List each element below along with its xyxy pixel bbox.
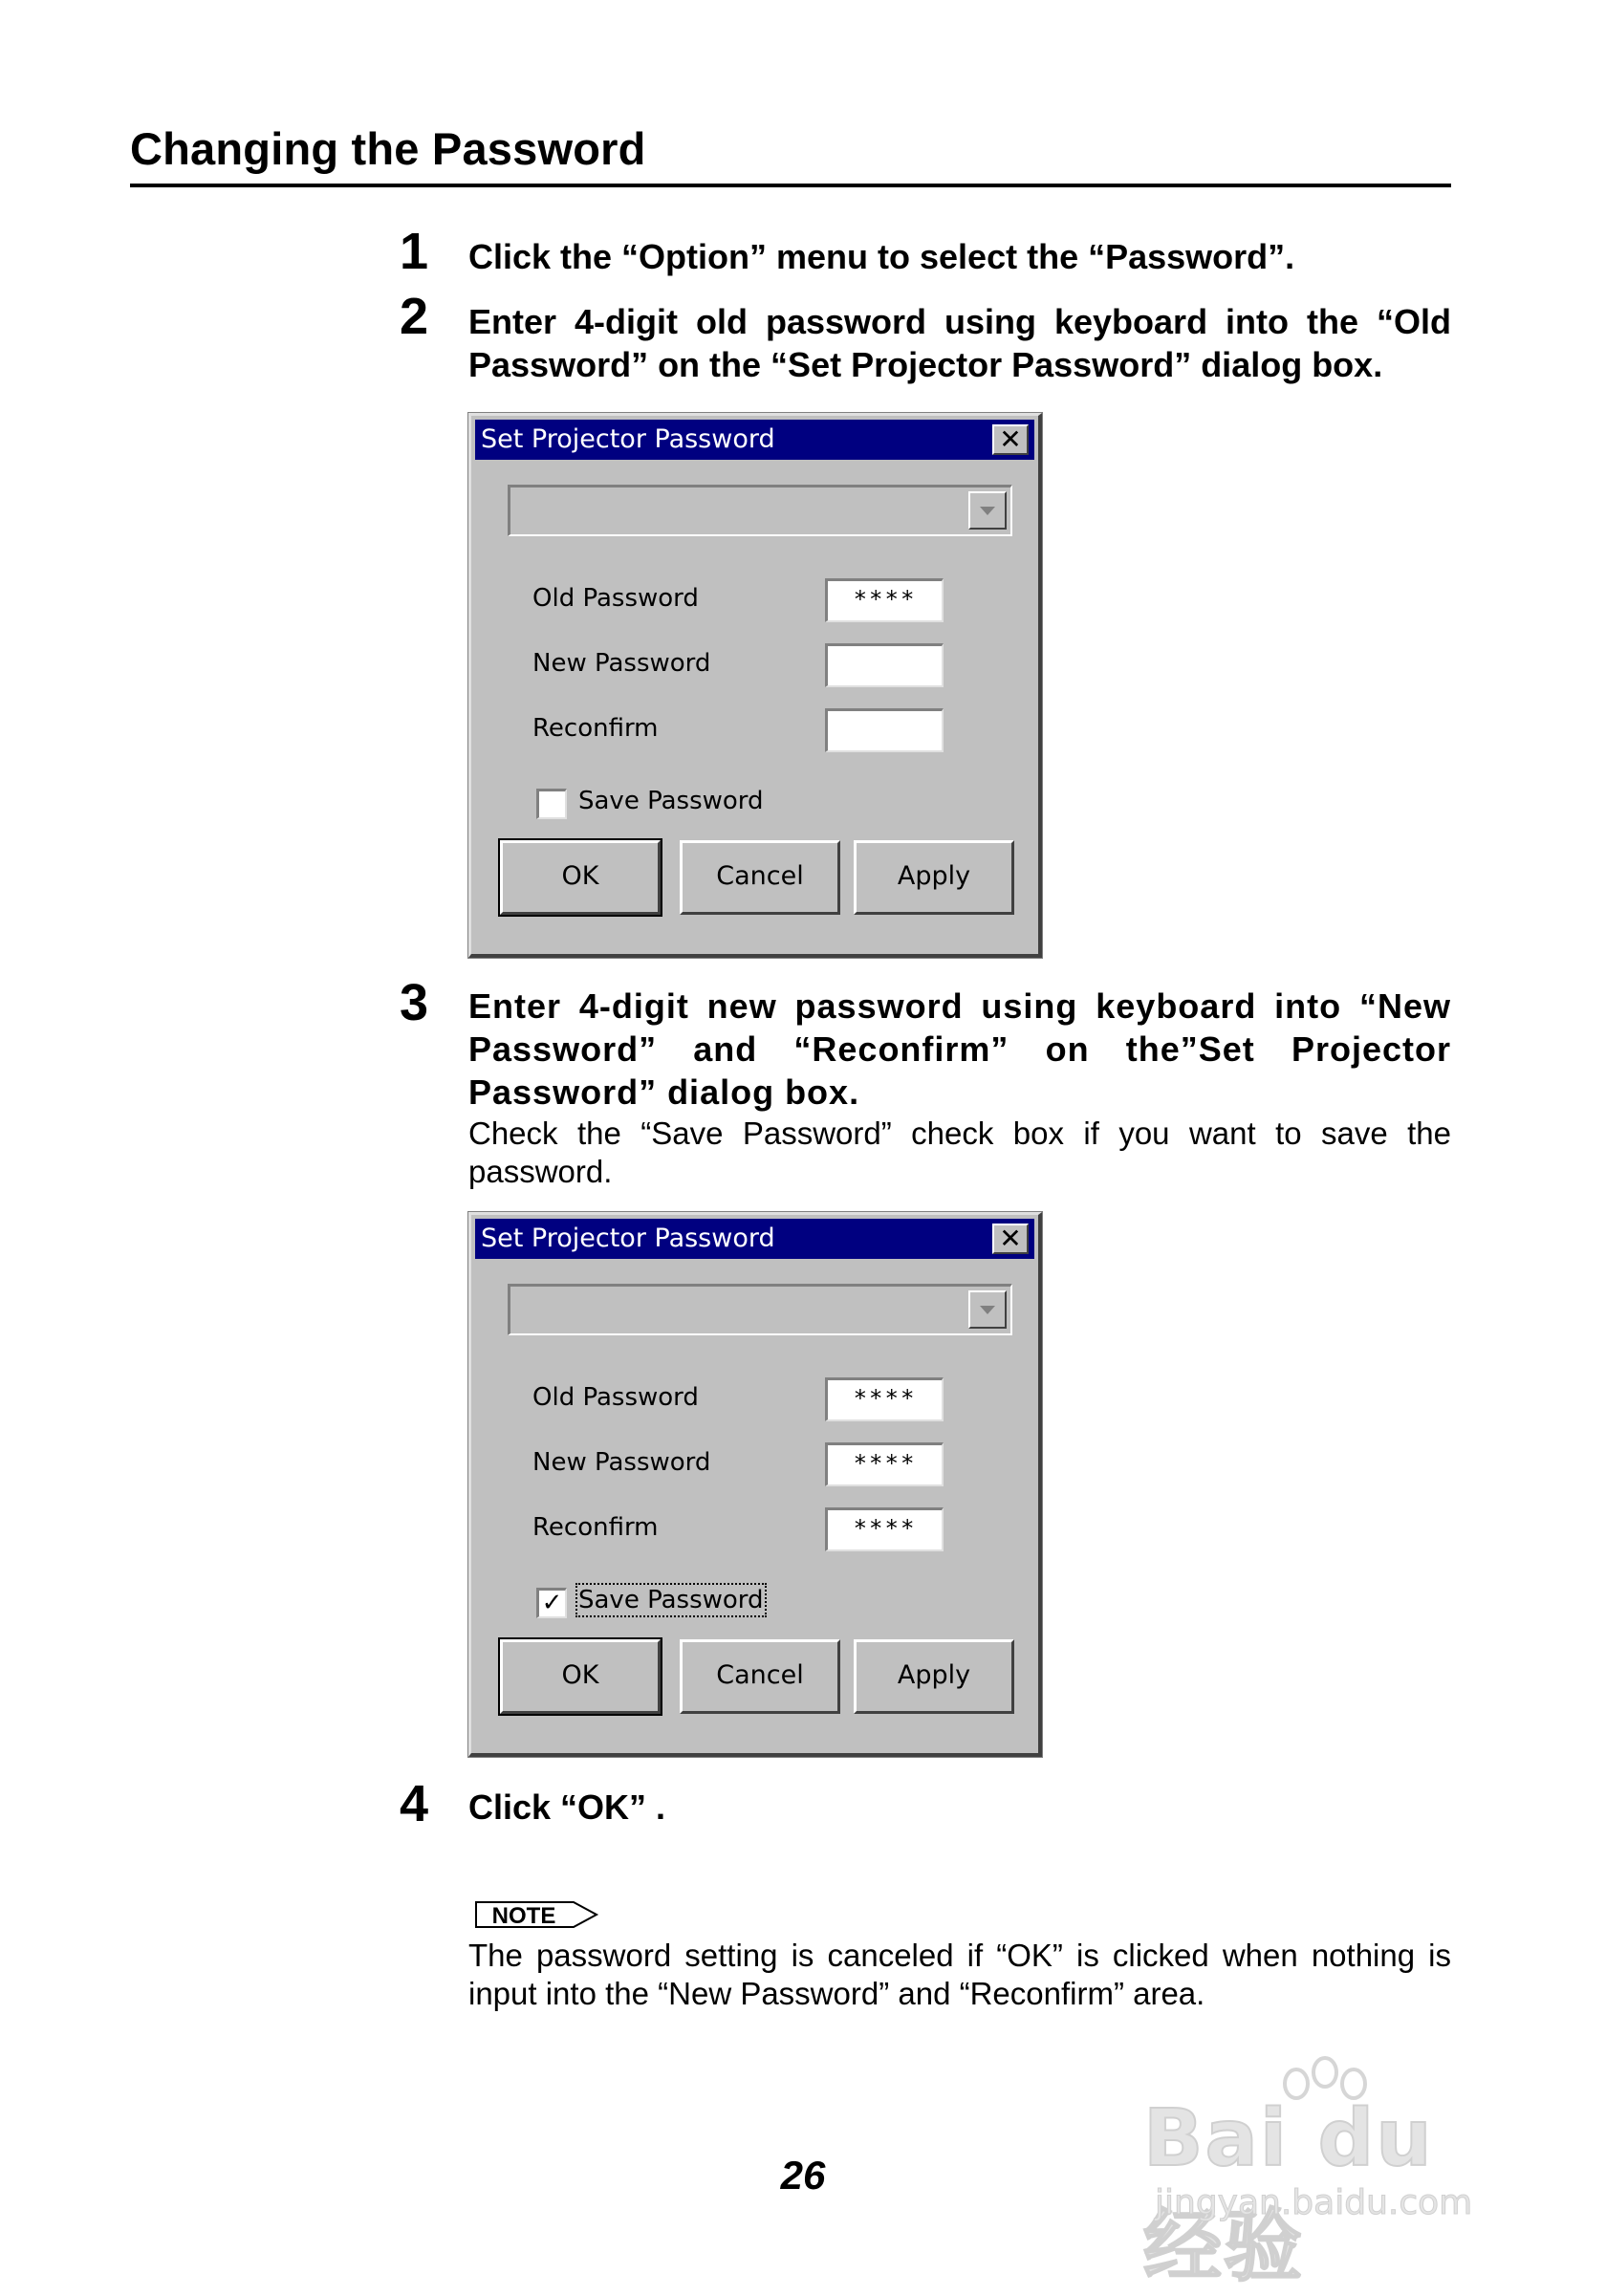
old-password-input[interactable]: **** (825, 1377, 944, 1421)
reconfirm-input[interactable]: **** (825, 1507, 944, 1551)
reconfirm-label: Reconfirm (532, 1513, 659, 1542)
step-2-number: 2 (400, 288, 429, 345)
new-password-input[interactable]: **** (825, 1442, 944, 1486)
apply-button[interactable]: Apply (854, 1639, 1014, 1714)
ok-button[interactable]: OK (500, 840, 661, 915)
save-password-label[interactable]: Save Password (578, 787, 764, 815)
projector-select[interactable] (508, 1284, 1012, 1335)
new-password-label: New Password (532, 1448, 711, 1477)
title-rule (130, 184, 1451, 187)
old-password-label: Old Password (532, 1383, 699, 1412)
dialog-title: Set Projector Password (481, 1224, 775, 1253)
dialog-titlebar[interactable] (475, 1219, 1034, 1259)
step-4-number: 4 (400, 1775, 429, 1832)
reconfirm-label: Reconfirm (532, 714, 659, 743)
note-tag-label: NOTE (491, 1903, 556, 1929)
watermark-url: jingyan.baidu.com (1155, 2183, 1473, 2222)
ok-button[interactable]: OK (500, 1639, 661, 1714)
baidu-watermark (1143, 2055, 1526, 2292)
close-button[interactable] (992, 1224, 1029, 1254)
close-icon: ✕ (999, 1223, 1022, 1254)
note-tag (474, 1898, 608, 1936)
step-1-text: Click the “Option” menu to select the “Password”. (468, 237, 1295, 276)
save-password-checkbox[interactable]: ✓ (536, 1588, 567, 1618)
apply-button[interactable]: Apply (854, 840, 1014, 915)
new-password-input[interactable] (825, 643, 944, 687)
cancel-button[interactable]: Cancel (680, 840, 840, 915)
chevron-down-icon[interactable] (968, 491, 1007, 530)
dialog-title: Set Projector Password (481, 424, 775, 454)
dialog-titlebar[interactable] (475, 420, 1034, 460)
save-password-checkbox[interactable] (536, 789, 567, 819)
close-icon: ✕ (999, 423, 1022, 455)
step-3-text: Enter 4-digit new password using keyboard into “New Password” and “Reconfirm” on the”Set Projector Password” dialog box. (468, 986, 1451, 1112)
dialog-set-password-2 (468, 1212, 1042, 1757)
step-1-number: 1 (400, 223, 429, 280)
step-2-text: Enter 4-digit old password using keyboard into the “Old Password” on the “Set Projector Password” dialog box. (468, 302, 1451, 384)
close-button[interactable] (992, 424, 1029, 455)
cancel-button[interactable]: Cancel (680, 1639, 840, 1714)
step-3-number: 3 (400, 974, 429, 1031)
new-password-label: New Password (532, 649, 711, 678)
step-3-subtext: Check the “Save Password” check box if you want to save the password. (468, 1116, 1451, 1189)
reconfirm-input[interactable] (825, 708, 944, 752)
page-number: 26 (780, 2153, 826, 2198)
dialog-set-password-1 (468, 413, 1042, 958)
save-password-label[interactable]: Save Password (578, 1586, 764, 1614)
note-text: The password setting is canceled if “OK” is clicked when nothing is input into the “New Password” and “Reconfirm” area. (468, 1938, 1451, 2011)
old-password-label: Old Password (532, 584, 699, 613)
chevron-down-icon[interactable] (968, 1290, 1007, 1329)
watermark-brand: Bai du 经验 (1143, 2093, 1434, 2292)
step-4-text: Click “OK” . (468, 1787, 666, 1827)
section-title: Changing the Password (130, 123, 646, 174)
note-arrow-icon (474, 1898, 608, 1931)
projector-select[interactable] (508, 485, 1012, 536)
old-password-input[interactable]: **** (825, 578, 944, 622)
